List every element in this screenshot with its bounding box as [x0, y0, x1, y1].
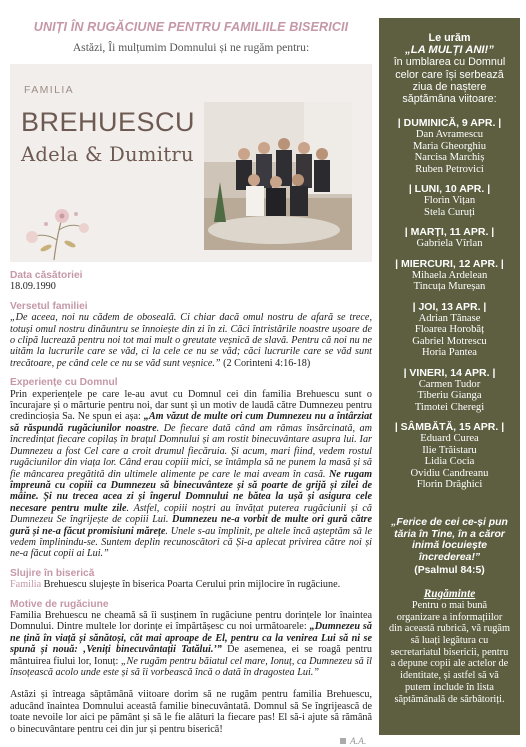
main-column: [10, 8, 372, 735]
birthday-name: Ilie Trăistaru: [422, 444, 477, 456]
closing-paragraph: Astăzi și întreaga săptămână viitoare dorim să ne rugăm pentru familia Brehuescu, aducând înaintea Domnului această familie binecuvântată. Domnul să Se îngrijească de toate nevoile lor aici pe pământ și să le fie alături la fiecare pas! El să-i ajute să rămână o binecuvântare pentru cei din jur și pentru biserică!: [10, 689, 372, 735]
birthday-list: [379, 117, 520, 491]
birthday-name: Floarea Horobăț: [414, 324, 485, 336]
day-heading: | JOI, 13 APR. |: [412, 300, 487, 313]
birthday-day: [379, 258, 520, 293]
birthday-day: [379, 226, 520, 250]
service-text: Brehuescu slujește în biserica Poarta Cerului prin mijlocire în rugăciune.: [41, 579, 341, 591]
birthday-name: Maria Gheorghiu: [412, 140, 487, 152]
birthday-day: [379, 421, 520, 491]
exp-text-6: Dumnezeu ne-a vorbit de multe ori gură către gură și ne-a făcut promisiuni mărețe: [10, 514, 372, 537]
psalm-quote: „Ferice de cei ce-și pun tăria în Tine, în a căror inimă locuiește încrederea!”: [391, 516, 508, 564]
motives-text-3: De asemenea, ei se roagă pentru mântuirea fiului lor, Ionuț:: [10, 644, 372, 667]
birthday-name: Lidia Cocia: [424, 456, 475, 468]
motives-paragraph: [10, 610, 372, 678]
exp-text-7: . Unele s-au împlinit, pe altele încă așteptăm să le vedem împlinindu-se. Suntem deplin recunoscători că Și-a aplecat privirea către noi și ne-a făcut copii ai Lui.”: [10, 525, 373, 560]
birthday-name: Gabriela Vîrlan: [416, 238, 483, 250]
exp-text-4: Ne rugam împreună cu copiii ca Dumnezeu să binecuvânteze și să poarte de grijă și zilei de mâine. Și nu trecea acea zi și îngerul Domnului ne bătea la ușă și asigura cele necesare pentru multe zile: [10, 468, 373, 514]
birthday-name: Florin Vițan: [423, 195, 476, 207]
day-heading: | VINERI, 14 APR. |: [403, 366, 496, 379]
birthday-name: Ovidiu Candreanu: [410, 467, 489, 479]
birthday-name: Timotei Cheregi: [414, 401, 485, 413]
birthday-name: Stela Curuți: [424, 206, 475, 218]
experience-label: Experiențe cu Domnul: [10, 377, 118, 389]
intro-line-2: „LA MULȚI ANI!”: [405, 44, 494, 57]
family-label: FAMILIA: [24, 84, 75, 96]
verse-text: „De aceea, noi nu cădem de oboseală. Ci chiar dacă omul nostru de afară se trece, totuși omul nostru dinăuntru se înnoiește din zi în zi. Căci întristările noastre ușoare de o clipă lucrează pentru noi tot mai mult o greutate veșnică de slavă. Pentru că noi nu ne uităm la lucrurile care se văd, ci la cele ce nu se văd; căci lucrurile care se văd sunt trecătoare, pe când cele ce nu se văd sunt veșnice.”: [10, 312, 372, 369]
motives-text-2: „Dumnezeu să ne țină în viață și sănătoși, căt mai aproape de El, pentru ca la venirea Lui să ni se spună și nouă: ‚Veniți binecuvântații Tatălui.’”: [10, 621, 372, 656]
signature: [340, 737, 366, 747]
request-title: Rugăminte: [423, 587, 476, 600]
request-text: Pentru o mai bună organizare a informațiilor din această rubrică, vă rugăm să luați legătura cu secretariatul bisericii, pentru a depune copii ale actelor de identitate, și astfel să vă putem include în lista săptămânală de sărbătoriți.: [389, 599, 510, 705]
birthday-name: Eduard Curea: [420, 433, 479, 445]
day-heading: | MIERCURI, 12 APR. |: [395, 257, 504, 270]
birthday-name: Tincuța Mureșan: [413, 281, 486, 293]
birthday-name: Carmen Tudor: [418, 378, 481, 390]
intro-line-3: în umblarea cu Domnul celor care își serbează ziua de naștere săptămâna viitoare:: [393, 56, 506, 106]
signature-square-icon: [340, 738, 346, 744]
day-heading: | SÂMBĂTĂ, 15 APR. |: [394, 421, 505, 434]
exp-text-3: . De fiecare dată când am rămas însărcinată, am încredințat fiecare copilaș în brațul Domnului și am rostit binecuvântare asupra lui. Iar Dumnezeu a fost Cel care a croit drumul fiecăruia. Și acum, mari fiind, vedem rostul rugăciunilor din viața lor. Când erau copiii mici, se întâmpla să ne punem la masă și să fie mâncarea pregătită din ultimele alimente pe care le mai aveam în casă.: [10, 422, 372, 480]
birthday-day: [379, 301, 520, 359]
signature-text: A.A.: [350, 737, 367, 747]
birthday-name: Tiberiu Gianga: [417, 390, 482, 402]
marriage-date: 18.09.1990: [10, 281, 56, 293]
birthday-name: Mihaela Ardelean: [411, 269, 488, 281]
exp-text-2: „Am văzut de multe ori cum Dumnezeu nu a întârziat să răspundă rugăciunilor noastre: [10, 411, 372, 434]
marriage-label: Data căsătoriei: [10, 270, 83, 281]
service-word: Familia: [10, 579, 42, 591]
day-heading: | LUNI, 10 APR. |: [408, 183, 491, 196]
page-title: UNIȚI ÎN RUGĂCIUNE PENTRU FAMILIILE BISERICII: [33, 20, 349, 34]
birthday-day: [379, 367, 520, 414]
family-photo: [204, 102, 352, 250]
birthday-name: Ruben Petrovici: [415, 163, 484, 175]
birthday-name: Narcisa Marchiș: [414, 152, 485, 164]
family-name: BREHUESCU: [21, 107, 196, 137]
birthday-name: Dan Avramescu: [415, 129, 484, 141]
birthday-name: Gabriel Motrescu: [412, 335, 487, 347]
motives-label: Motive de rugăciune: [10, 598, 109, 610]
family-members: Adela & Dumitru: [21, 143, 194, 166]
exp-text-1: Prin experiențele pe care le-au avut cu Domnul cei din familia Brehuescu sunt o încurajare și o mărturie pentru noi, dar sunt și un motiv de laudă către Dumnezeu pentru credincioșia Sa. Ne spun ei așa:: [10, 388, 372, 423]
verse-label: Versetul familiei: [10, 300, 88, 312]
motives-text-4: „Ne rugăm pentru băiatul cel mare, Ionuț, ca Dumnezeu să îl însoțească acolo unde este și să îi vorbească încă o dată în dragostea Lui.”: [10, 655, 372, 678]
service-label: Slujire în biserică: [10, 567, 95, 579]
flower-illustration: [24, 204, 94, 262]
page-subtitle: Astăzi, Îi mulțumim Domnului și ne rugăm pentru:: [72, 41, 310, 54]
day-heading: | DUMINICĂ, 9 APR. |: [397, 117, 502, 130]
family-banner: [10, 64, 372, 262]
verse-paragraph: [10, 312, 372, 369]
birthday-day: [379, 183, 520, 218]
sidebar-intro: [379, 32, 520, 105]
intro-line-1: Le urăm: [428, 32, 471, 44]
experience-paragraph: [10, 389, 372, 560]
psalm-ref: (Psalmul 84:5): [414, 564, 485, 576]
birthday-name: Horia Pantea: [421, 347, 477, 359]
exp-text-5: . Astfel, copiii noștri au învățat puterea rugăciunii și că Dumnezeu Se îngrijește de copiii Lui.: [10, 502, 373, 526]
article-body: [10, 270, 372, 735]
birthday-name: Adrian Tănase: [418, 312, 481, 324]
service-paragraph: [10, 579, 372, 590]
birthday-day: [379, 117, 520, 175]
birthday-sidebar: [379, 18, 520, 735]
motives-text-1: Familia Brehuescu ne cheamă să îi susținem în rugăciune pentru dorințele lor înaintea Domnului. Dintre multele lor dorințe ei împărtășesc cu noi următoarele:: [10, 609, 372, 633]
verse-ref: (2 Corinteni 4:16-18): [220, 357, 311, 369]
day-heading: | MARȚI, 11 APR. |: [404, 226, 495, 239]
birthday-name: Florin Drăghici: [416, 479, 483, 491]
